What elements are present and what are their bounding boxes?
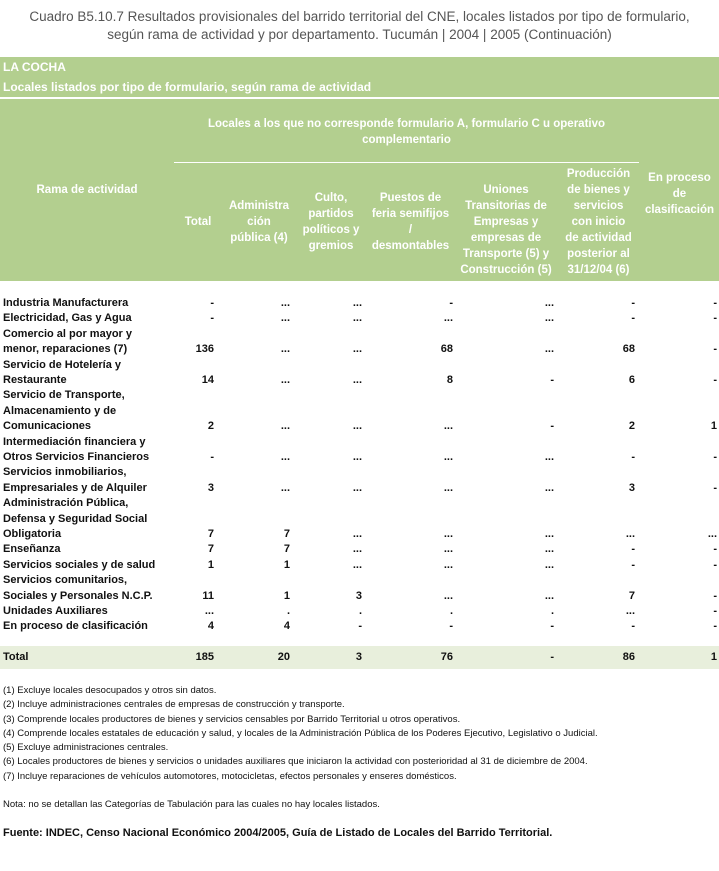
cell-col-6: 7 — [628, 589, 635, 602]
column-header-line: Total — [184, 216, 212, 228]
row-label-line: Sociales y Personales N.C.P. — [3, 589, 153, 602]
title-line-1: Cuadro B5.10.7 Resultados provisionales del barrido territorial del CNE, locales listados por tipo de formulario, — [29, 9, 690, 24]
column-header-line: ción — [247, 216, 271, 228]
cell-col-1: 136 — [195, 343, 214, 356]
cell-col-6: ... — [625, 605, 635, 617]
cell-col-6: 68 — [622, 343, 635, 356]
row-label-line: Administración Pública, — [3, 497, 129, 510]
column-header-line: Empresas y — [473, 216, 539, 228]
row-label-line: Industria Manufacturera — [3, 297, 129, 309]
column-header-line: Transitorias de — [465, 200, 547, 212]
column-header-line: políticos y — [302, 224, 360, 236]
table-subtitle: Locales listados por tipo de formulario, según rama de actividad — [0, 77, 719, 97]
column-header-line: Uniones — [483, 184, 529, 196]
cell-col-2: 7 — [283, 543, 290, 556]
cell-col-6: - — [631, 620, 635, 633]
cell-col-4: - — [449, 297, 453, 309]
column-header-line: / — [408, 224, 413, 236]
cell-col-2: 1 — [283, 558, 290, 571]
cell-col-4: . — [449, 605, 453, 617]
cell-col-5: ... — [544, 527, 554, 540]
cell-col-5: ... — [544, 543, 554, 556]
row-label-line: Servicios sociales y de salud — [3, 558, 156, 571]
cell-col-1: - — [210, 450, 214, 463]
row-label — [3, 388, 168, 435]
column-header-6 — [557, 166, 640, 278]
cell-col-6: 6 — [628, 373, 635, 386]
cell-col-4: ... — [443, 420, 453, 433]
title-line-2: según rama de actividad y por departamento. Tucumán | 2004 | 2005 (Continuación) — [107, 27, 612, 42]
cell-col-4: 68 — [440, 343, 453, 356]
cell-col-7: - — [713, 343, 717, 356]
cell-col-3: ... — [352, 312, 362, 325]
total-col-6: 86 — [622, 651, 635, 663]
cell-col-2: ... — [280, 343, 290, 356]
cell-col-4: ... — [443, 589, 453, 602]
total-col-4: 76 — [440, 651, 453, 663]
row-label — [3, 327, 168, 358]
source: Fuente: INDEC, Censo Nacional Económico 2004/2005, Guía de Listado de Locales del Barrido Territorial. — [3, 827, 553, 839]
department-label: LA COCHA — [0, 57, 719, 77]
cell-col-6: - — [631, 558, 635, 571]
cell-col-2: ... — [280, 481, 290, 494]
cell-col-5: . — [550, 605, 554, 617]
cell-col-6: 2 — [628, 420, 635, 433]
cell-col-4: ... — [443, 481, 453, 494]
row-label-line: Otros Servicios Financieros — [3, 451, 150, 464]
column-header-5 — [455, 182, 557, 278]
cell-col-4: ... — [443, 543, 453, 556]
cell-col-5: ... — [544, 343, 554, 356]
header-group-line-1: Locales a los que no corresponde formulario A, formulario C u operativo — [207, 118, 606, 130]
cell-col-1: 14 — [201, 373, 214, 386]
cell-col-4: - — [449, 620, 453, 633]
cell-col-7: - — [713, 450, 717, 463]
cell-col-4: 8 — [446, 373, 453, 386]
cell-col-1: - — [210, 297, 214, 309]
cell-col-3: . — [358, 605, 362, 617]
cell-col-1: 1 — [207, 558, 214, 571]
row-label-line: menor, reparaciones (7) — [3, 343, 128, 356]
footnotes — [3, 684, 718, 784]
column-header-1 — [174, 214, 222, 230]
column-header-3 — [296, 190, 366, 254]
cell-col-1: 11 — [202, 589, 214, 602]
row-label — [3, 604, 168, 620]
header-group-line-2: complementario — [362, 134, 451, 146]
row-label — [3, 435, 168, 466]
cell-col-7: ... — [707, 527, 717, 540]
cell-col-4: ... — [443, 312, 453, 325]
row-label-line: Servicio de Hotelería y — [3, 358, 121, 371]
row-label-line: Servicio de Transporte, — [3, 389, 125, 402]
column-header-line: gremios — [308, 240, 354, 252]
column-header-line: de bienes y — [567, 184, 630, 196]
footnote: (6) Locales productores de bienes y servicios o unidades auxiliares que iniciaron la actividad con posterioridad al 31 de diciembre de 2004. — [3, 756, 588, 768]
cell-col-5: ... — [544, 312, 554, 325]
column-headers — [0, 99, 719, 281]
note: Nota: no se detallan las Categorías de Tabulación para las cuales no hay locales listados. — [3, 799, 380, 810]
cell-col-5: ... — [544, 297, 554, 309]
footnote: (7) Incluye reparaciones de vehículos automotores, motocicletas, efectos personales y enseres domésticos. — [3, 770, 457, 782]
row-label-line: Unidades Auxiliares — [3, 605, 108, 617]
row-label — [3, 358, 168, 389]
column-header-line: Culto, — [314, 192, 348, 204]
column-header-line: pública (4) — [230, 232, 288, 244]
cell-col-5: - — [550, 620, 554, 633]
cell-col-3: ... — [352, 450, 362, 463]
column-header-line: de — [672, 188, 687, 200]
cell-col-1: - — [210, 312, 214, 325]
cell-col-7: - — [713, 481, 717, 494]
cell-col-2: . — [286, 605, 290, 617]
footnote: (2) Incluye administraciones centrales de empresas de construcción y transporte. — [3, 699, 345, 711]
cell-col-6: - — [631, 297, 635, 309]
column-header-line: Producción — [566, 168, 631, 180]
cell-col-1: ... — [204, 605, 214, 617]
total-col-5: - — [550, 651, 554, 663]
column-header-line: 31/12/04 (6) — [567, 264, 630, 276]
table-header — [0, 99, 719, 281]
cell-col-7: - — [713, 589, 717, 602]
cell-col-4: ... — [443, 527, 453, 540]
cell-col-2: 1 — [283, 589, 290, 602]
column-header-line: de actividad — [565, 232, 632, 244]
cell-col-5: - — [550, 373, 554, 386]
row-label — [3, 558, 168, 574]
cell-col-6: 3 — [628, 481, 635, 494]
column-header-2 — [222, 198, 296, 246]
cell-col-3: 3 — [355, 589, 362, 602]
cell-col-5: ... — [544, 481, 554, 494]
cell-col-4: ... — [443, 558, 453, 571]
column-header-line: En proceso — [648, 172, 711, 184]
cell-col-5: ... — [544, 589, 554, 602]
total-col-2: 20 — [277, 651, 290, 663]
footnote: (1) Excluye locales desocupados y otros sin datos. — [3, 685, 217, 696]
cell-col-7: - — [713, 373, 717, 386]
cell-col-6: - — [631, 543, 635, 556]
row-label-line: Empresariales y de Alquiler — [3, 481, 147, 494]
cell-col-1: 7 — [207, 543, 214, 556]
cell-col-3: - — [358, 620, 362, 633]
cell-col-3: ... — [352, 558, 362, 571]
cell-col-7: - — [713, 312, 717, 325]
column-header-line: posterior al — [567, 248, 630, 260]
row-label — [3, 465, 168, 496]
cell-col-3: ... — [352, 420, 362, 433]
row-label-line: Defensa y Seguridad Social — [3, 512, 148, 525]
column-header-line: clasificación — [644, 204, 715, 216]
cell-col-3: ... — [352, 373, 362, 386]
column-header-line: Administra — [228, 200, 290, 212]
cell-col-2: ... — [280, 450, 290, 463]
cell-col-6: ... — [625, 527, 635, 540]
row-label — [3, 619, 168, 635]
footnote: (3) Comprende locales productores de bienes y servicios censables por Barrido Territorial u otros operativos. — [3, 713, 461, 725]
cell-col-1: 3 — [207, 481, 214, 494]
cell-col-6: - — [631, 312, 635, 325]
column-header-line: empresas de — [470, 232, 542, 244]
row-label-line: Restaurante — [3, 374, 67, 387]
row-label-line: Servicios comunitarios, — [3, 574, 128, 587]
cell-col-5: ... — [544, 450, 554, 463]
cell-col-3: ... — [352, 527, 362, 540]
cell-col-5: ... — [544, 558, 554, 571]
row-label-line: Servicios inmobiliarios, — [3, 466, 127, 479]
total-col-1: 185 — [195, 651, 214, 663]
row-label — [3, 573, 168, 604]
row-label — [3, 311, 168, 327]
column-header-line: con inicio — [571, 216, 626, 228]
cell-col-1: 4 — [207, 620, 214, 633]
row-label-line: Intermediación financiera y — [3, 435, 146, 448]
total-row — [0, 646, 719, 669]
cell-col-2: 4 — [283, 620, 290, 633]
cell-col-4: ... — [443, 450, 453, 463]
row-label — [3, 542, 168, 558]
row-label — [3, 496, 168, 543]
row-label-line: Comercio al por mayor y — [3, 327, 132, 340]
footnote: (4) Comprende locales estatales de educación y salud, y locales de la Administración Pública de los Poderes Ejecutivo, Legislativo o Judicial. — [3, 727, 598, 739]
row-label — [3, 296, 168, 312]
column-header-line: desmontables — [371, 240, 450, 252]
cell-col-5: - — [550, 420, 554, 433]
cell-col-2: ... — [280, 297, 290, 309]
cell-col-2: 7 — [283, 527, 290, 540]
cell-col-7: - — [713, 558, 717, 571]
cell-col-3: ... — [352, 343, 362, 356]
row-label-line: Comunicaciones — [3, 420, 92, 433]
total-label: Total — [3, 651, 29, 663]
row-label-line: Enseñanza — [3, 543, 61, 556]
cell-col-7: - — [713, 297, 717, 309]
cell-col-2: ... — [280, 312, 290, 325]
row-label-line: Almacenamiento y de — [3, 404, 117, 417]
column-header-line: feria semifijos — [371, 208, 450, 220]
column-header-line: Construcción (5) — [460, 264, 552, 276]
cell-col-3: ... — [352, 481, 362, 494]
column-header-4 — [366, 190, 455, 254]
column-header-line: Puestos de — [379, 192, 442, 204]
row-label-line: En proceso de clasificación — [3, 620, 148, 633]
cell-col-3: ... — [352, 297, 362, 309]
cell-col-7: 1 — [710, 420, 717, 433]
cell-col-6: - — [631, 450, 635, 463]
column-header-line: servicios — [573, 200, 624, 212]
footnote: (5) Excluye administraciones centrales. — [3, 742, 169, 754]
cell-col-3: ... — [352, 543, 362, 556]
cell-col-2: ... — [280, 373, 290, 386]
column-header-7 — [640, 170, 719, 218]
cell-col-7: - — [713, 543, 717, 556]
header-rama: Rama de actividad — [36, 184, 138, 196]
column-header-line: Transporte (5) y — [462, 248, 550, 260]
total-col-3: 3 — [355, 651, 362, 663]
cell-col-7: - — [713, 605, 717, 617]
row-label-line: Electricidad, Gas y Agua — [3, 312, 132, 325]
cell-col-7: - — [713, 620, 717, 633]
cell-col-2: ... — [280, 420, 290, 433]
cell-col-1: 2 — [207, 420, 214, 433]
total-col-7: 1 — [710, 651, 717, 663]
column-header-line: partidos — [308, 208, 354, 220]
row-label-line: Obligatoria — [3, 528, 62, 541]
cell-col-1: 7 — [207, 527, 214, 540]
table-title — [0, 8, 719, 44]
